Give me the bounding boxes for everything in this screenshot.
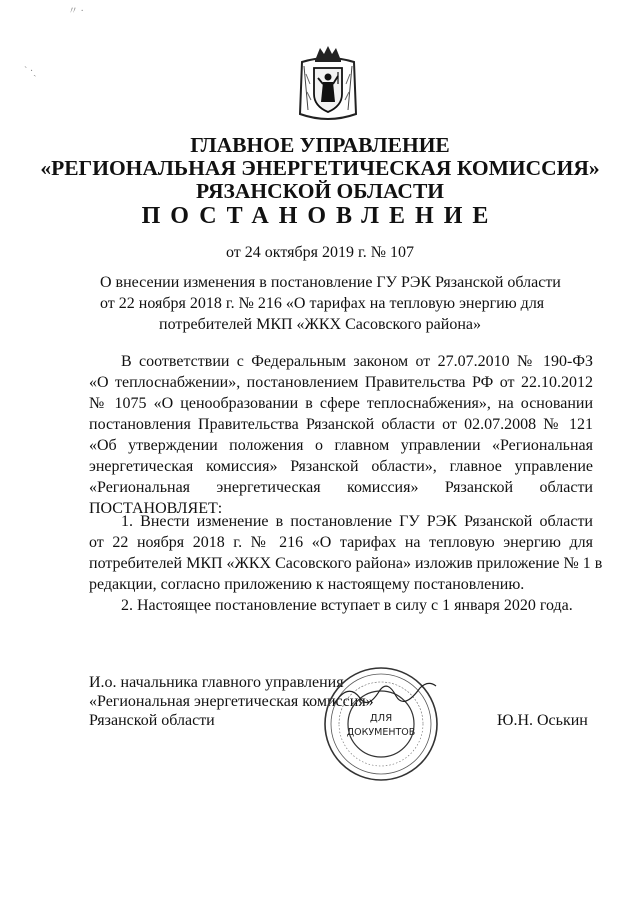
margin-mark: 〃 ·: [68, 6, 84, 17]
signatory-name: Ю.Н. Оськин: [497, 712, 588, 729]
preamble-line: «Об утверждении положения о главном управлении «Региональная: [89, 437, 593, 454]
preamble-line: № 1075 «О ценообразовании в сфере теплоснабжения», на основании: [89, 395, 593, 412]
item-1-paragraph: [89, 511, 603, 595]
item-2-line: 2. Настоящее постановление вступает в силу с 1 января 2020 года.: [121, 597, 573, 614]
item-1-line: потребителей МКП «ЖКХ Сасовского района» изложив приложение № 1 в: [89, 555, 603, 572]
item-2-paragraph: [89, 595, 593, 616]
handwritten-signature: [330, 676, 440, 716]
signatory-position-line1: И.о. начальника главного управления: [89, 674, 344, 691]
signatory-position-line3: Рязанской области: [89, 712, 215, 729]
subject-line: О внесении изменения в постановление ГУ РЭК Рязанской области: [100, 274, 561, 291]
agency-title-line2: «РЕГИОНАЛЬНАЯ ЭНЕРГЕТИЧЕСКАЯ КОМИССИЯ»: [40, 156, 600, 180]
agency-title-line3: РЯЗАНСКОЙ ОБЛАСТИ: [195, 179, 445, 203]
item-1-line: от 22 ноября 2018 г. № 216 «О тарифах на тепловую энергию для: [89, 534, 593, 551]
item-1-line: редакции, согласно приложению к настоящему постановлению.: [89, 576, 525, 593]
item-1-line: 1. Внести изменение в постановление ГУ РЭК Рязанской области: [121, 513, 593, 530]
preamble-paragraph: [89, 351, 593, 519]
margin-mark: ` ·ˎ: [24, 66, 37, 77]
document-type-title: ПОСТАНОВЛЕНИЕ: [141, 203, 499, 229]
signatory-position-line2: «Региональная энергетическая комиссия»: [89, 693, 374, 710]
agency-title-line1: ГЛАВНОЕ УПРАВЛЕНИЕ: [190, 133, 450, 157]
document-subject: [100, 272, 561, 335]
preamble-line: ПОСТАНОВЛЯЕТ:: [89, 500, 223, 517]
stamp-text: ДОКУМЕНТОВ: [346, 727, 416, 738]
coat-of-arms-emblem: [296, 44, 360, 124]
preamble-line: энергетическая комиссия» Рязанской области», главное управление: [89, 458, 593, 475]
preamble-line: постановления Правительства Рязанской области от 02.07.2008 № 121: [89, 416, 593, 433]
stamp-text: ДЛЯ: [369, 713, 393, 724]
preamble-line: «О теплоснабжении», постановлением Правительства РФ от 22.10.2012: [89, 374, 593, 391]
date-and-number: от 24 октября 2019 г. № 107: [225, 244, 414, 261]
preamble-line: В соответствии с Федеральным законом от 27.07.2010 № 190-ФЗ: [121, 353, 593, 370]
subject-line: потребителей МКП «ЖКХ Сасовского района»: [159, 316, 481, 333]
preamble-line: «Региональная энергетическая комиссия» Рязанской области: [89, 479, 593, 496]
subject-line: от 22 ноября 2018 г. № 216 «О тарифах на тепловую энергию для: [100, 295, 545, 312]
